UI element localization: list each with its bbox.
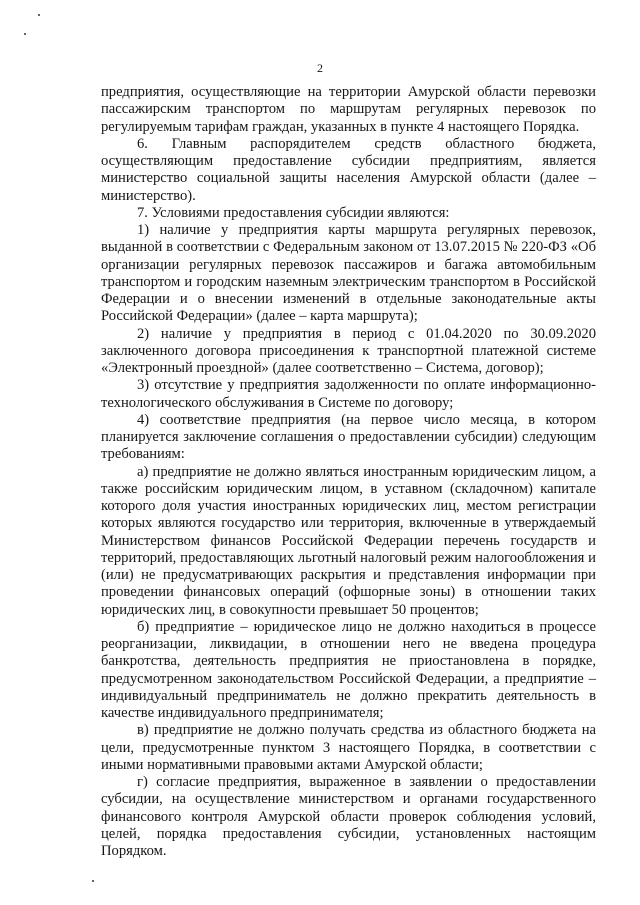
scan-speck [92,880,94,882]
paragraph-condition-2: 2) наличие у предприятия в период с 01.04.2020 по 30.09.2020 заключенного договора присоединения к транспортной платежной системе «Электронный проездной» (далее соответственно – Система, договор); [101,325,596,376]
paragraph-continuation: предприятия, осуществляющие на территории Амурской области перевозки пассажирским транспортом по маршрутам регулярных перевозок по регулируемым тарифам граждан, указанных в пункте 4 настоящего Порядка. [101,84,596,135]
paragraph-item-6: 6. Главным распорядителем средств областного бюджета, осуществляющим предоставление субсидии предприятиям, является министерство социальной защиты населения Амурской области (далее – министерство). [101,135,596,204]
scan-speck [24,33,26,35]
paragraph-requirement-v: в) предприятие не должно получать средства из областного бюджета на цели, предусмотренные пунктом 3 настоящего Порядка, в соответствии с иными нормативными правовыми актами Амурской области; [101,722,596,773]
paragraph-item-7: 7. Условиями предоставления субсидии являются: [137,204,450,221]
scan-speck [38,14,40,16]
paragraph-condition-4: 4) соответствие предприятия (на первое число месяца, в котором планируется заключение соглашения о предоставлении субсидии) следующим требованиям: [101,411,596,463]
paragraph-condition-1: 1) наличие у предприятия карты маршрута регулярных перевозок, выданной в соответствии с Федеральным законом от 13.07.2015 № 220-ФЗ «Об организации регулярных перевозок пассажиров и багажа автомобильным транспортом и городским наземным электрическим транспортом в Российской Федерации и о внесении изменений в отдельные законодательные акты Российской Федерации» (далее – карта маршрута); [101,222,596,325]
page-number: 2 [317,61,323,75]
paragraph-requirement-g: г) согласие предприятия, выраженное в заявлении о предоставлении субсидии, на осуществление министерством и органами государственного финансового контроля Амурской области проверок соблюдения условий, целей, порядка предоставления субсидии, установленных настоящим Порядком. [101,774,596,859]
document-body [101,84,596,860]
paragraph-requirement-a: а) предприятие не должно являться иностранным юридическим лицом, а также российским юридическим лицом, в уставном (складочном) капитале которого доля участия иностранных юридических лиц, местом регистрации которых являются государство или территория, включенные в утверждаемый Министерством финансов Российской Федерации перечень государств и территорий, предоставляющих льготный налоговый режим налогообложения и (или) не предусматривающих раскрытия и представления информации при проведении финансовых операций (офшорные зоны) в отношении таких юридических лиц, в совокупности превышает 50 процентов; [101,463,596,618]
paragraph-condition-3: 3) отсутствие у предприятия задолженности по оплате информационно-технологического обслуживания в Системе по договору; [101,377,596,411]
paragraph-requirement-b: б) предприятие – юридическое лицо не должно находиться в процессе реорганизации, ликвидации, в отношении него не введена процедура банкротства, деятельность предприятия не приостановлена в порядке, предусмотренном законодательством Российской Федерации, а предприятие – индивидуальный предприниматель не должно прекратить деятельность в качестве индивидуального предпринимателя; [101,618,596,721]
